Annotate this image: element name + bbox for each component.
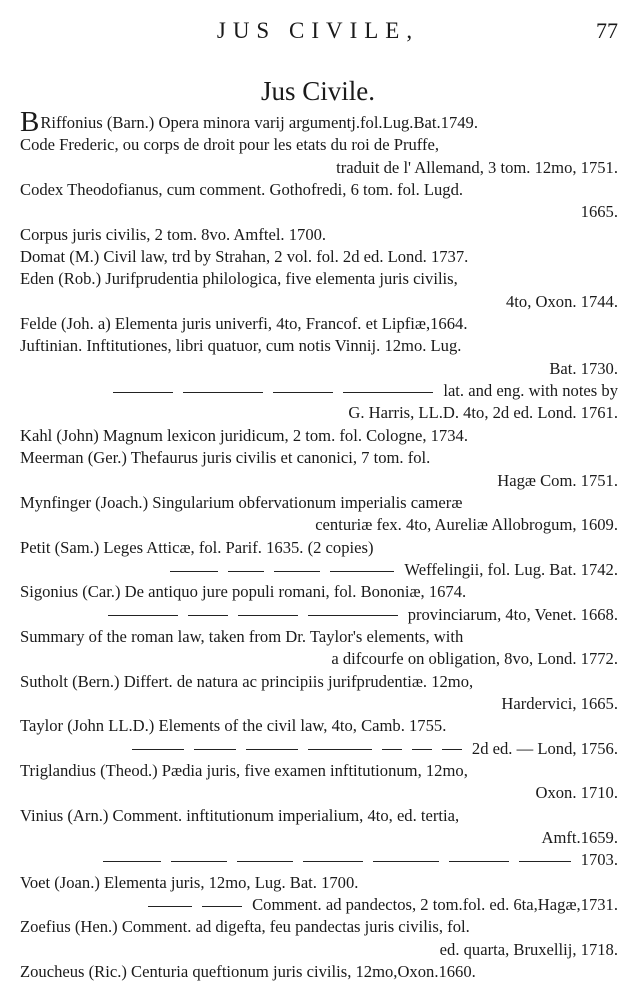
entry-continuation-line [20,648,618,670]
entry-continuation-line [20,358,618,380]
catalogue-entry [20,537,618,559]
section-title: Jus Civile. [260,76,375,106]
ditto-rule [343,392,433,393]
entry-text: Riffonius (Barn.) Opera minora varij argumentj.fol.Lug.Bat.1749. [40,113,478,132]
catalogue-entry [20,872,618,894]
entry-text: Sigonius (Car.) De antiquo jure populi romani, fol. Bononiæ, 1674. [20,582,467,602]
entry-text: G. Harris, LL.D. 4to, 2d ed. Lond. 1761. [348,403,618,423]
entry-text: provinciarum, 4to, Venet. 1668. [407,604,618,624]
catalogue-entry [20,246,618,268]
catalogue-entry [20,715,618,737]
catalogue-entry [20,916,618,961]
entry-text: Summary of the roman law, taken from Dr. Taylor's elements, with [20,626,464,646]
ditto-rule [330,571,394,572]
entry-first-line [20,961,618,983]
entry-first-line [20,537,618,559]
entry-first-line [20,106,618,138]
entry-text: Hagæ Com. 1751. [497,470,618,490]
initial-capital: B [20,106,40,138]
catalogue-entry [20,179,618,224]
entry-first-line [20,671,618,693]
entry-text: Kahl (John) Magnum lexicon juridicum, 2 tom. fol. Cologne, 1734. [20,425,468,445]
entry-text: Eden (Rob.) Jurifprudentia philologica, five elementa juris civilis, [20,269,458,289]
entry-text: Oxon. 1710. [535,783,618,803]
catalogue-entries [20,106,618,983]
ditto-rule [132,749,184,750]
entry-first-line [20,559,618,581]
catalogue-entry [20,492,618,537]
entry-text: Felde (Joh. a) Elementa juris univerfi, 4to, Francof. et Lipfiæ,1664. [20,314,468,334]
entry-text: Comment. ad pandectos, 2 tom.fol. ed. 6ta,Hagæ,1731. [252,895,618,915]
ditto-rule [274,571,320,572]
entry-text: Hardervici, 1665. [501,693,618,713]
catalogue-entry [20,961,618,983]
entry-first-line [20,738,618,760]
catalogue-entry [20,894,618,916]
ditto-rule [273,392,333,393]
entry-text: Code Frederic, ou corps de droit pour les etats du roi de Pruffe, [20,135,440,155]
entry-text: a difcourfe on obligation, 8vo, Lond. 1772. [331,649,618,669]
entry-text: 4to, Oxon. 1744. [505,291,618,311]
entry-first-line [20,872,618,894]
entry-continuation-line [20,782,618,804]
entry-text: Taylor (John LL.D.) Elements of the civil law, 4to, Camb. 1755. [20,716,447,736]
entry-text: Meerman (Ger.) Thefaurus juris civilis et canonici, 7 tom. fol. [20,448,431,468]
ditto-rule [194,749,236,750]
entry-continuation-line [20,470,618,492]
entry-text: Codex Theodofianus, cum comment. Gothofredi, 6 tom. fol. Lugd. [20,180,464,200]
entry-continuation-line [20,291,618,313]
catalogue-entry [20,671,618,716]
entry-continuation-line [20,939,618,961]
entry-first-line [20,894,618,916]
entry-first-line [20,134,618,156]
entry-continuation-line [20,514,618,536]
ditto-rule [103,861,161,862]
entry-text: Bat. 1730. [549,358,618,378]
ditto-rule [303,861,363,862]
entry-text: 1665. [580,202,618,222]
entry-text: Vinius (Arn.) Comment. inftitutionum imperialium, 4to, ed. tertia, [20,805,460,825]
ditto-rule [170,571,218,572]
entry-text: Corpus juris civilis, 2 tom. 8vo. Amftel. 1700. [20,224,327,244]
catalogue-entry [20,335,618,380]
entry-first-line [20,380,618,402]
ditto-rule [308,615,398,616]
ditto-rule [148,906,192,907]
entry-first-line [20,179,618,201]
catalogue-entry [20,559,618,581]
entry-first-line [20,626,618,648]
running-head [0,18,636,48]
catalogue-entry [20,313,618,335]
ditto-rule [449,861,509,862]
catalogue-entry [20,134,618,179]
ditto-rule [442,749,462,750]
page-number: 77 [596,18,618,43]
ditto-rule [228,571,264,572]
entry-first-line [20,805,618,827]
entry-first-line [20,715,618,737]
entry-text: centuriæ fex. 4to, Aureliæ Allobrogum, 1609. [315,515,618,535]
entry-continuation-line [20,201,618,223]
ditto-rule [183,392,263,393]
entry-first-line [20,849,618,871]
entry-first-line [20,313,618,335]
ditto-rule [171,861,227,862]
ditto-rule [519,861,571,862]
catalogue-entry [20,224,618,246]
entry-text: Voet (Joan.) Elementa juris, 12mo, Lug. Bat. 1700. [20,872,359,892]
entry-text: ed. quarta, Bruxellij, 1718. [439,939,618,959]
entry-text: traduit de l' Allemand, 3 tom. 12mo, 1751. [336,157,618,177]
ditto-rule [382,749,402,750]
ditto-rule [237,861,293,862]
catalogue-entry [20,447,618,492]
entry-continuation-line [20,402,618,424]
catalogue-entry [20,760,618,805]
ditto-rule [412,749,432,750]
entry-first-line [20,447,618,469]
entry-text: Zoucheus (Ric.) Centuria queftionum juris civilis, 12mo,Oxon.1660. [20,962,476,982]
entry-text: Triglandius (Theod.) Pædia juris, five examen inftitutionum, 12mo, [20,760,468,780]
entry-first-line [20,335,618,357]
entry-first-line [20,268,618,290]
catalogue-entry [20,106,618,138]
catalogue-entry [20,849,618,871]
entry-text: Zoefius (Hen.) Comment. ad digefta, feu pandectas juris civilis, fol. [20,917,470,937]
catalogue-entry [20,581,618,603]
catalogue-entry [20,604,618,626]
entry-text: lat. and eng. with notes by [443,381,618,401]
ditto-rule [108,615,178,616]
entry-first-line [20,604,618,626]
entry-text: 2d ed. — Lond, 1756. [471,738,618,758]
entry-text: Petit (Sam.) Leges Atticæ, fol. Parif. 1635. (2 copies) [20,537,374,557]
catalogue-entry [20,268,618,313]
ditto-rule [188,615,228,616]
running-title: JUS CIVILE, [216,18,420,43]
entry-continuation-line [20,157,618,179]
catalogue-entry [20,738,618,760]
entry-text: Weffelingii, fol. Lug. Bat. 1742. [404,559,618,579]
catalogue-entry [20,380,618,425]
entry-continuation-line [20,827,618,849]
entry-text: 1703. [580,850,618,870]
ditto-rule [308,749,372,750]
entry-first-line [20,760,618,782]
entry-first-line [20,492,618,514]
entry-first-line [20,246,618,268]
entry-first-line [20,425,618,447]
ditto-rule [238,615,298,616]
ditto-rule [246,749,298,750]
entry-first-line [20,581,618,603]
catalogue-entry [20,805,618,850]
entry-text: Mynfinger (Joach.) Singularium obfervationum imperialis cameræ [20,492,463,512]
entry-text: Amft.1659. [541,828,618,847]
entry-text: Domat (M.) Civil law, trd by Strahan, 2 vol. fol. 2d ed. Lond. 1737. [20,247,469,267]
catalogue-entry [20,425,618,447]
ditto-rule [202,906,242,907]
entry-text: Juftinian. Inftitutiones, libri quatuor, cum notis Vinnij. 12mo. Lug. [20,336,462,356]
entry-text: Sutholt (Bern.) Differt. de natura ac principiis jurifprudentiæ. 12mo, [20,671,474,691]
catalogue-entry [20,626,618,671]
entry-first-line [20,916,618,938]
entry-first-line [20,224,618,246]
entry-continuation-line [20,693,618,715]
ditto-rule [373,861,439,862]
ditto-rule [113,392,173,393]
